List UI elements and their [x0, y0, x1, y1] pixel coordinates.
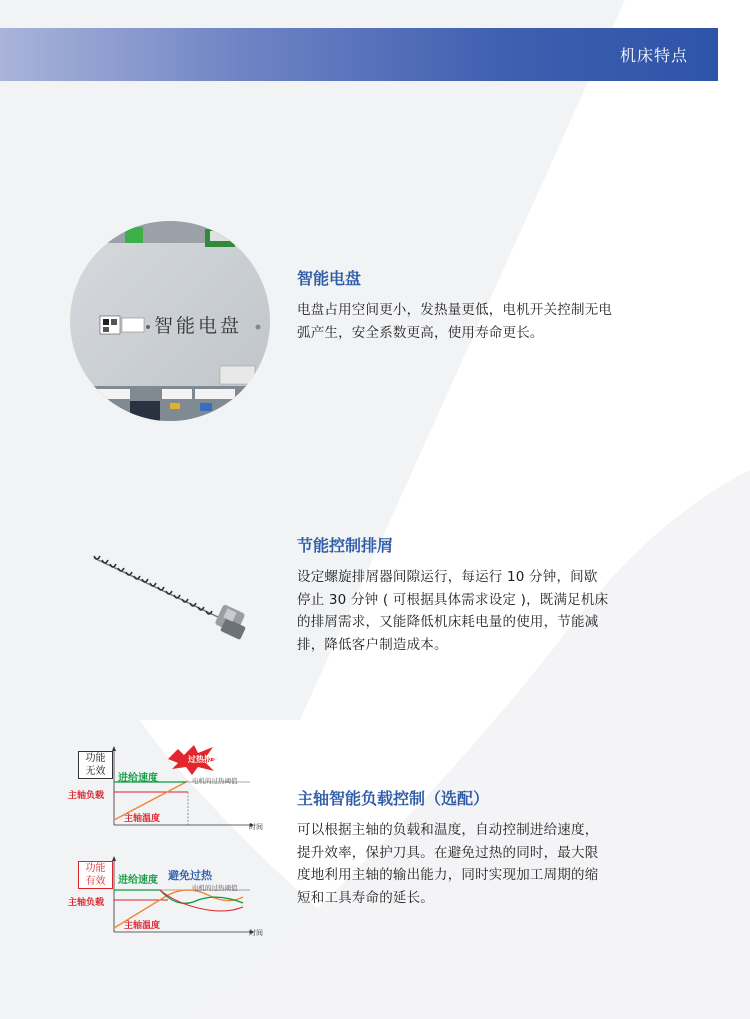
feed-speed-label: 进给速度 — [118, 773, 158, 784]
threshold-label: 电机的过热阈值 — [192, 884, 238, 892]
status-line1: 功能 — [85, 753, 106, 764]
status-box-disabled — [78, 751, 113, 779]
spindle-temp-label: 主轴温度 — [124, 921, 161, 931]
time-axis-label: 时间 — [249, 929, 263, 937]
graph-function-enabled — [68, 855, 268, 943]
feed-speed-label: 进给速度 — [118, 875, 158, 886]
status-line2: 无效 — [85, 766, 106, 777]
time-axis-label: 时间 — [249, 823, 263, 831]
feature-body: 设定螺旋排屑器间隙运行，每运行 10 分钟，间歇停止 30 分钟 ( 可根据具体需求设定 )，既满足机床的排屑需求，又能降低机床耗电量的使用，节能减排，降低客户制造成本。 — [297, 569, 609, 653]
spindle-temp-label: 主轴温度 — [124, 814, 161, 824]
section-title: 机床特点 — [619, 46, 688, 65]
feature-title: 智能电盘 — [297, 269, 362, 288]
smart-panel-photo — [70, 221, 270, 421]
spindle-load-label: 主轴负载 — [68, 791, 105, 801]
overheat-alarm-label: 过热报警 — [188, 755, 220, 764]
feature-smart-panel — [297, 266, 617, 344]
feature-spindle-load-control — [297, 786, 607, 909]
feature-body: 可以根据主轴的负载和温度，自动控制进给速度，提升效率，保护刀具。在避免过热的同时，最大限度地利用主轴的输出能力，同时实现加工周期的缩短和工具寿命的延长。 — [297, 822, 599, 906]
avoid-overheat-label: 避免过热 — [168, 869, 212, 882]
status-box-enabled — [78, 861, 113, 889]
status-line2: 有效 — [85, 876, 106, 887]
spiral-chip-conveyor-photo — [90, 550, 255, 645]
header-band — [0, 28, 718, 81]
feature-energy-chip-control — [297, 533, 609, 656]
feature-title: 节能控制排屑 — [297, 536, 394, 555]
graph-function-disabled — [68, 745, 268, 833]
auger-illustration — [90, 550, 255, 645]
panel-label: 智能电盘 — [154, 315, 243, 337]
status-line1: 功能 — [85, 863, 106, 874]
feature-title: 主轴智能负载控制（选配） — [297, 789, 490, 808]
feature-body: 电盘占用空间更小，发热量更低，电机开关控制无电弧产生，安全系数更高，使用寿命更长。 — [297, 302, 613, 341]
spindle-load-label: 主轴负载 — [68, 898, 105, 908]
threshold-label: 电机的过热阈值 — [192, 777, 238, 785]
